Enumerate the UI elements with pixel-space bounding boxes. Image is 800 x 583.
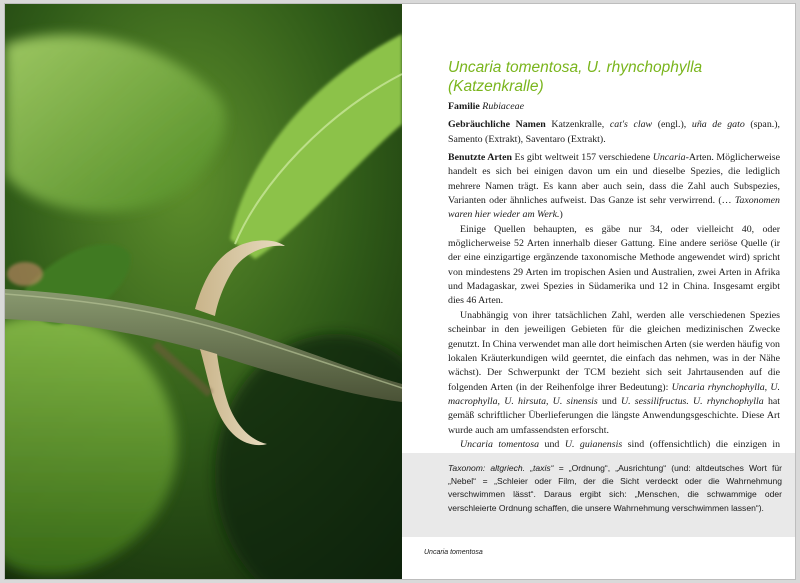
familie-paragraph (448, 100, 780, 114)
p3-text: Unabhängig von ihrer tatsächlichen Zahl, werden alle verschiedenen Spezies scheinbar in den jeweiligen Gebieten für die gleichen medizinischen Zwecke genutzt. In China verwendet man alle dort heimischen Arten (sie werden häufig von lokalen Kräuterkundigen wild geerntet, die einfach das nehmen, was in der Nähe wächst). Der Schwerpunkt der TCM bezieht sich seit Jahrtausenden auf die folgenden Arten (in der Reihenfolge ihrer Bedeutung): (448, 309, 780, 393)
namen-text: Katzenkralle, (545, 119, 610, 131)
p4-italic: Uncaria tomentosa (460, 438, 540, 450)
p4-text: und (539, 438, 565, 450)
p4-text: sind (offensichtlich) die einzigen in (627, 438, 781, 450)
box-term: Taxonom: (448, 463, 486, 473)
text-page (402, 4, 796, 580)
arten-label: Benutzte Arten (448, 152, 512, 164)
namen-paragraph (448, 118, 780, 147)
arten-text: -Arten. Möglicherweise handelt es sich bei einigen davon um ein und dieselbe Spezies, die lediglich mehrere Namen trägt. Es kann aber auch sein, dass die Zahl auch Subspezies, Varianten oder ähnliches aufweist. Das Ganze ist sehr verwirrend. (… (448, 152, 780, 207)
running-footer: Uncaria tomentosa (424, 549, 483, 556)
p4-italic: U. guianensis (564, 438, 623, 450)
taxonom-info-box (402, 453, 796, 537)
p3-italic: U. sessilifructus. U. rhynchophylla (621, 395, 764, 407)
p3-text: hat gemäß schriftlicher Überlieferungen die längste Anwendungsgeschichte. Diese Art wurde auch am umfassendsten erforscht. (448, 395, 781, 436)
namen-label: Gebräuchliche Namen (448, 119, 546, 131)
paragraph-2: Einige Quellen behaupten, es gäbe nur 34, oder vielleicht 40, oder möglicherweise 52 Arten innerhalb dieser Gattung. Eine andere seriöse Quelle (ir der eine einzigartige ergänzende taxonomische Methode angewendet wird) spricht von mindestens 29 Arten im tropischen Asien und Australien, zwei Arten in Afrika und Madagaskar, zwei Spezies in Südamerika und 12 in China. Insgesamt ergibt dies 46 Arten. (448, 223, 780, 307)
plant-photo (5, 4, 402, 580)
namen-text: (engl.), (652, 119, 692, 131)
box-term-def: altgriech. „taxis“ = (485, 463, 569, 473)
arten-italic: Taxonomen waren hier wieder am Werk. (448, 195, 780, 221)
book-spread (4, 3, 796, 580)
familie-label: Familie (448, 101, 480, 112)
arten-text: Es gibt weltweit 157 verschiedene (511, 152, 653, 164)
info-box-text (448, 462, 782, 515)
familie-value: Rubiaceae (482, 101, 524, 112)
page-title (448, 58, 778, 96)
p3-italic: Uncaria rhynchophylla, U. macrophylla, U. hirsuta, U. sinensis (448, 381, 780, 407)
p3-text: und (597, 395, 621, 407)
paragraph-3 (448, 309, 780, 438)
arten-text: ) (559, 209, 563, 221)
arten-paragraph (448, 151, 780, 223)
title-common-name: (Katzenkralle) (448, 78, 544, 95)
body-text (448, 100, 780, 467)
box-rest: „Ordnung“, „Ausrichtung“ (und: altdeutsches Wort für „Nebel“ = „Schleier oder Film, der die Sicht verdeckt oder die Wahrnehmung verschwimmen lässt“. Daraus ergibt sich: „Menschen, die schwammige oder verschleierte Ordnung schaffen, die unsere Wahrnehmung verschwimmen lassen“). (448, 463, 783, 513)
namen-italic: cat's claw (609, 119, 653, 131)
namen-text: (span.), Samento (Extrakt), Saventaro (Extrakt). (448, 119, 780, 145)
title-species: Uncaria tomentosa, U. rhynchophylla (448, 59, 703, 76)
arten-italic: Uncaria (652, 152, 686, 164)
namen-italic: uña de gato (691, 119, 745, 131)
